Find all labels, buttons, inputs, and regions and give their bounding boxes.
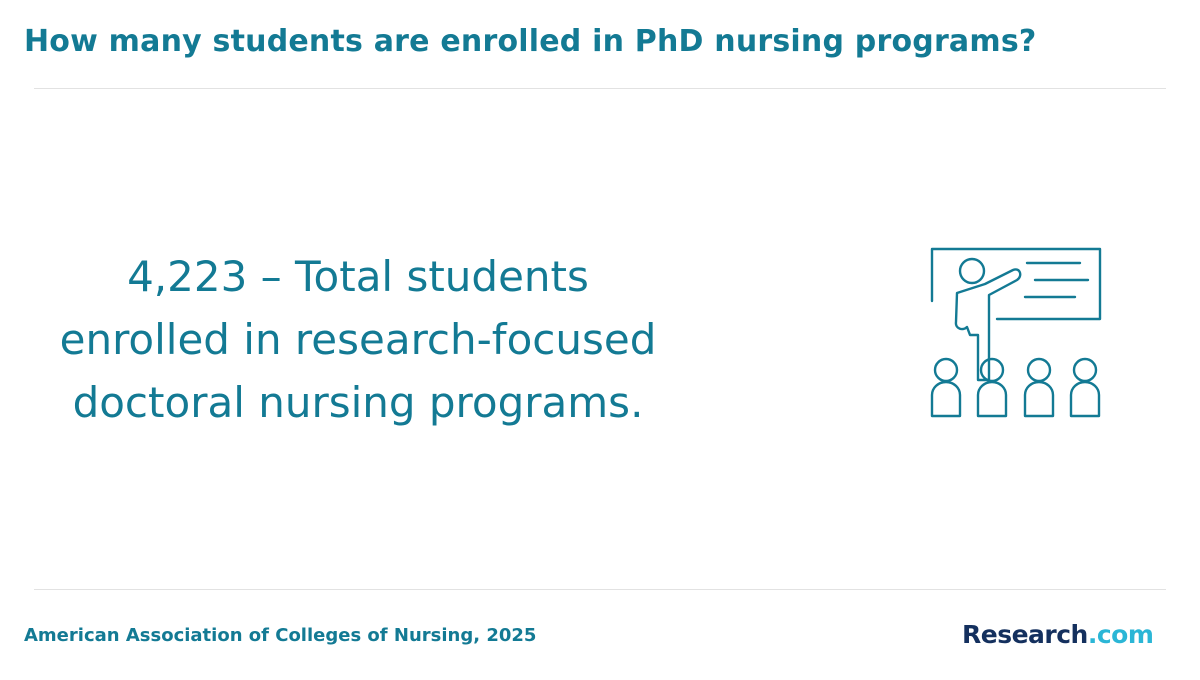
top-divider <box>34 88 1166 89</box>
teacher-classroom-icon <box>925 243 1107 423</box>
research-com-logo <box>962 620 1153 649</box>
stat-statement: 4,223 – Total students enrolled in research-focused doctoral nursing programs. <box>59 252 657 427</box>
page-title: How many students are enrolled in PhD nursing programs? <box>24 24 1037 59</box>
logo-suffix: .com <box>1087 620 1154 649</box>
source-citation: American Association of Colleges of Nursing, 2025 <box>24 625 537 646</box>
logo-word: Research <box>962 620 1088 649</box>
bottom-divider <box>34 589 1166 590</box>
